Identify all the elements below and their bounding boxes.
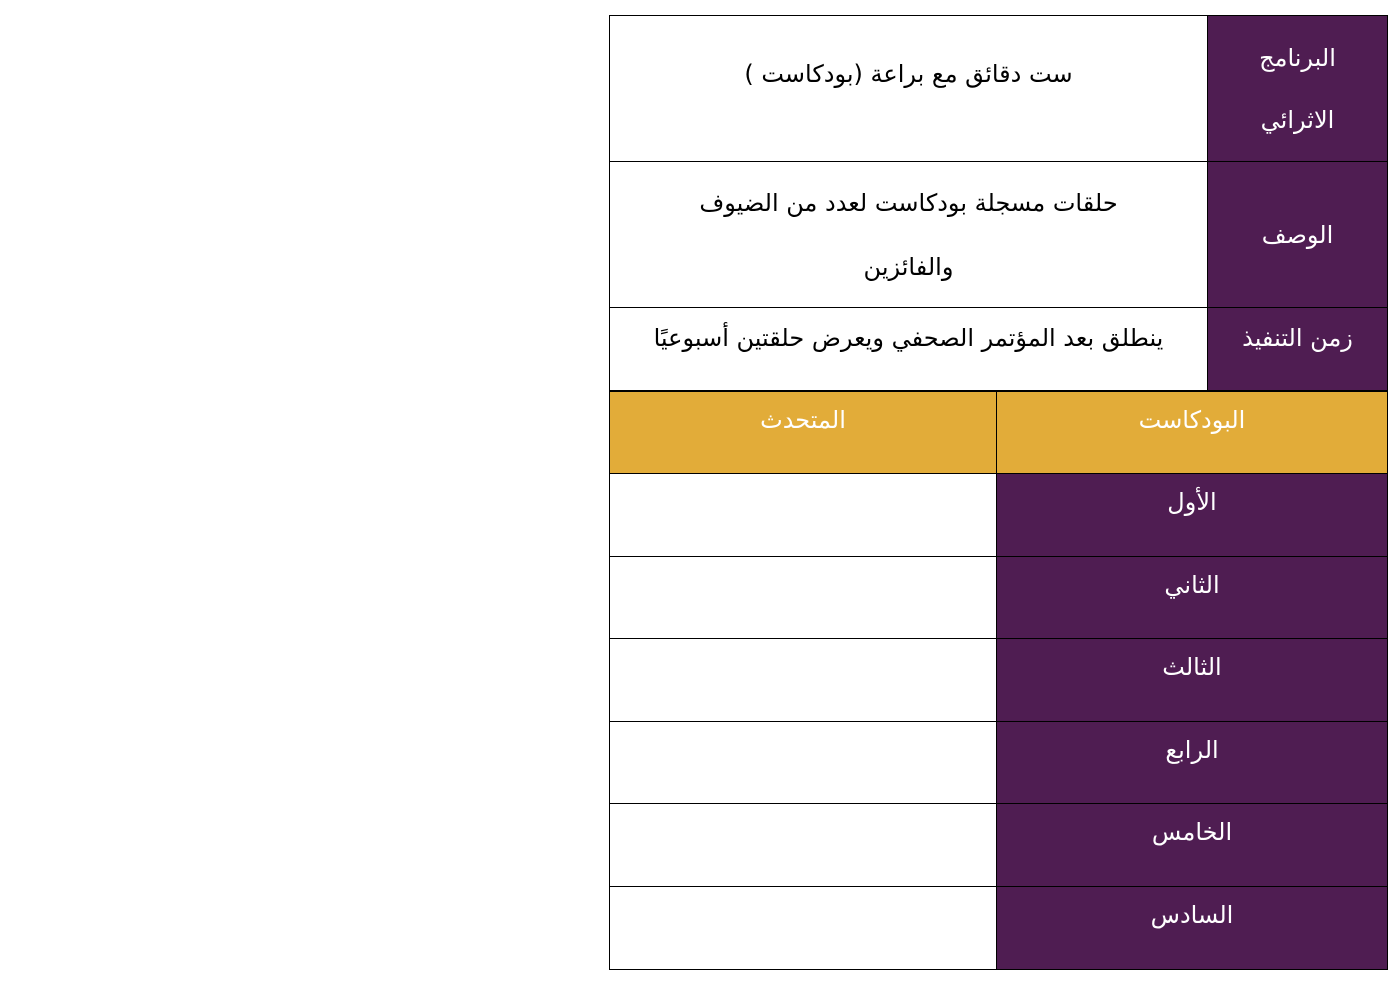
table-row xyxy=(610,721,1388,804)
table-row xyxy=(610,556,1388,639)
description-value-line1: حلقات مسجلة بودكاست لعدد من الضيوف xyxy=(699,188,1118,217)
program-label-line1: البرنامج xyxy=(1259,43,1336,72)
episode-cell xyxy=(997,886,1388,969)
episodes-header-row xyxy=(610,392,1388,474)
speaker-cell xyxy=(610,721,997,804)
speaker-cell xyxy=(610,804,997,887)
episode-cell xyxy=(997,556,1388,639)
table-row xyxy=(610,804,1388,887)
description-label-cell xyxy=(1208,162,1388,308)
execution-time-row xyxy=(610,308,1388,391)
execution-time-label-cell xyxy=(1208,308,1388,391)
program-document xyxy=(610,15,1388,968)
execution-time-label: زمن التنفيذ xyxy=(1242,324,1353,352)
program-label-cell xyxy=(1208,16,1388,162)
program-value: ست دقائق مع براعة (بودكاست ) xyxy=(744,60,1073,88)
episode-cell xyxy=(997,721,1388,804)
speaker-cell xyxy=(610,886,997,969)
speaker-header: المتحدث xyxy=(760,406,846,434)
program-label-line2: الاثرائي xyxy=(1260,105,1335,134)
program-info-table xyxy=(609,15,1388,391)
table-row xyxy=(610,474,1388,557)
episodes-table xyxy=(609,391,1388,970)
table-row xyxy=(610,886,1388,969)
speaker-cell xyxy=(610,474,997,557)
description-value-cell xyxy=(610,162,1208,308)
episode-cell xyxy=(997,639,1388,722)
program-value-cell xyxy=(610,16,1208,162)
episode-label: الخامس xyxy=(1151,818,1233,847)
speaker-cell xyxy=(610,639,997,722)
program-row xyxy=(610,16,1388,162)
description-row xyxy=(610,162,1388,308)
speaker-header-cell xyxy=(610,392,997,474)
episode-label: السادس xyxy=(1150,900,1234,929)
episode-label: الرابع xyxy=(1165,735,1219,764)
description-label: الوصف xyxy=(1261,220,1334,249)
episode-cell xyxy=(997,474,1388,557)
speaker-cell xyxy=(610,556,997,639)
execution-time-value-cell xyxy=(610,308,1208,391)
episode-cell xyxy=(997,804,1388,887)
description-value-line2: والفائزين xyxy=(863,252,954,281)
podcast-header-cell xyxy=(997,392,1388,474)
episode-label: الثاني xyxy=(1164,570,1220,599)
table-row xyxy=(610,639,1388,722)
execution-time-value: ينطلق بعد المؤتمر الصحفي ويعرض حلقتين أسبوعيًا xyxy=(653,324,1164,352)
episode-label: الثالث xyxy=(1162,653,1222,682)
episode-label: الأول xyxy=(1167,488,1217,516)
podcast-header: البودكاست xyxy=(1138,406,1246,434)
